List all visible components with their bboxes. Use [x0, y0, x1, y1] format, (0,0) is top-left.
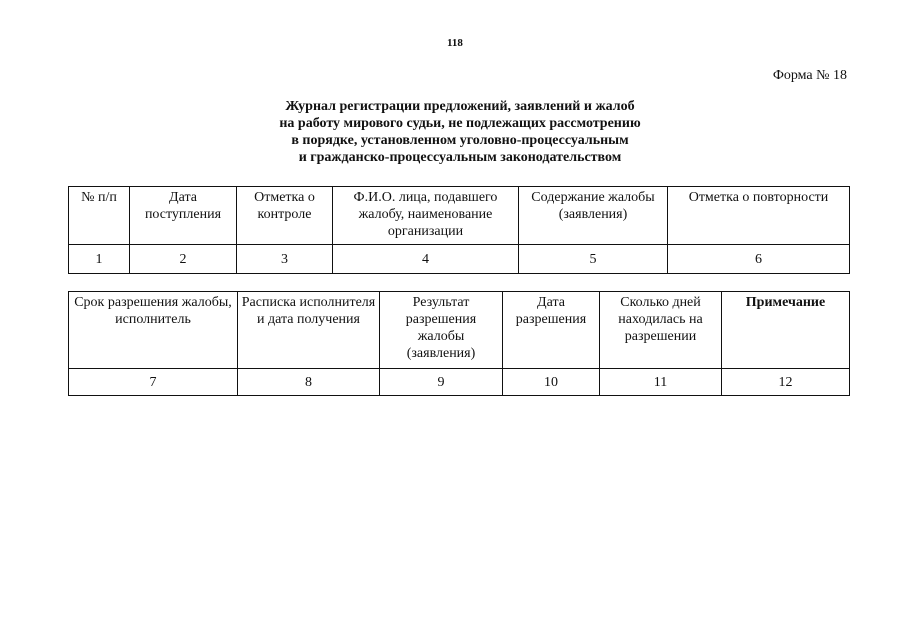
- header-cell-receipt-date: Дата поступления: [130, 187, 237, 245]
- column-number-cell: 1: [69, 245, 130, 274]
- column-number-row: [69, 369, 850, 396]
- title-line: Журнал регистрации предложений, заявлений и жалоб: [285, 99, 635, 114]
- header-cell-resolution-result: Результат разрешения жалобы (заявления): [380, 292, 503, 369]
- title-line: и гражданско-процессуальным законодательством: [298, 150, 622, 165]
- header-cell-number: № п/п: [69, 187, 130, 245]
- column-number-cell: 6: [668, 245, 850, 274]
- header-cell-applicant-name: Ф.И.О. лица, подавшего жалобу, наименование организации: [333, 187, 519, 245]
- header-cell-repeat-mark: Отметка о повторности: [668, 187, 850, 245]
- column-number-row: [69, 245, 850, 274]
- column-number-cell: 9: [380, 369, 503, 396]
- form-number: Форма № 18: [772, 68, 847, 83]
- column-number-cell: 4: [333, 245, 519, 274]
- page-number: 118: [447, 37, 463, 49]
- header-cell-days-in-resolution: Сколько дней находилась на разрешении: [600, 292, 722, 369]
- table-header-row: [69, 187, 850, 245]
- column-number-cell: 8: [238, 369, 380, 396]
- journal-table-part-1: [68, 186, 850, 274]
- document-title: [200, 98, 720, 166]
- header-cell-complaint-content: Содержание жалобы (заявления): [519, 187, 668, 245]
- table-header-row: [69, 292, 850, 369]
- header-cell-resolution-date: Дата разрешения: [503, 292, 600, 369]
- column-number-cell: 11: [600, 369, 722, 396]
- header-cell-executor-receipt: Расписка исполнителя и дата получения: [238, 292, 380, 369]
- header-cell-note: Примечание: [722, 292, 850, 369]
- title-line: на работу мирового судьи, не подлежащих рассмотрению: [279, 116, 641, 131]
- journal-table-part-2: [68, 291, 850, 396]
- column-number-cell: 10: [503, 369, 600, 396]
- header-cell-control-mark: Отметка о контроле: [237, 187, 333, 245]
- title-line: в порядке, установленном уголовно-процессуальным: [291, 133, 629, 148]
- column-number-cell: 12: [722, 369, 850, 396]
- header-cell-resolution-deadline: Срок разрешения жалобы, исполнитель: [69, 292, 238, 369]
- column-number-cell: 7: [69, 369, 238, 396]
- column-number-cell: 5: [519, 245, 668, 274]
- column-number-cell: 3: [237, 245, 333, 274]
- column-number-cell: 2: [130, 245, 237, 274]
